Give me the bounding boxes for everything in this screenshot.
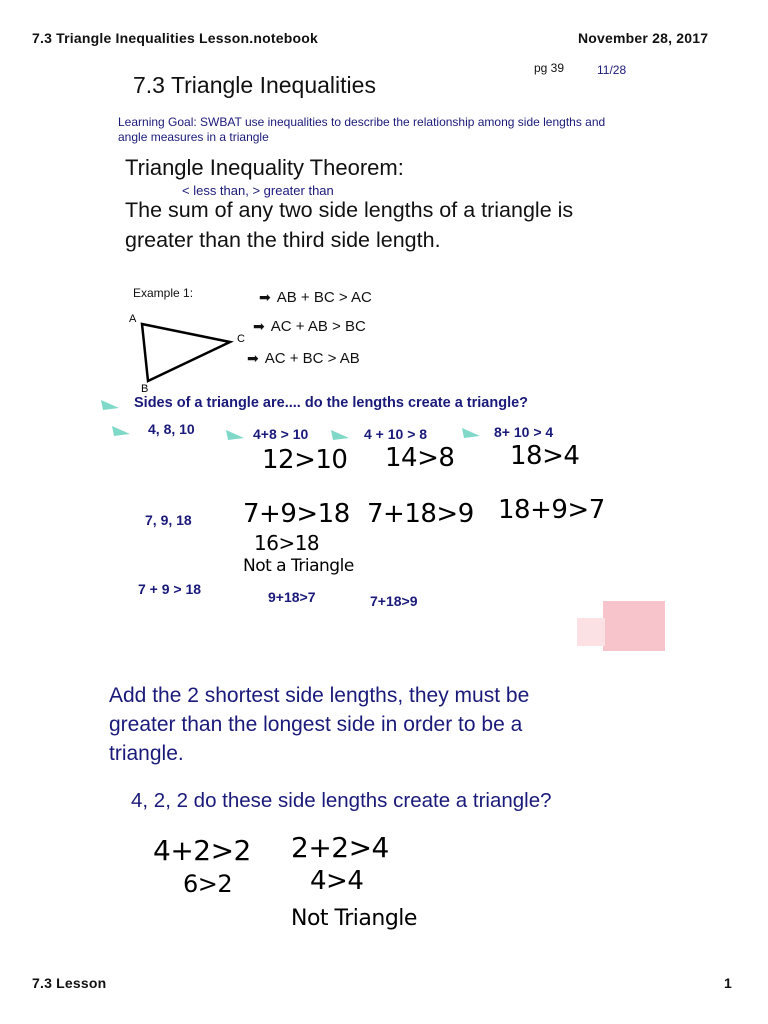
marker-triangle-icon [101, 400, 119, 410]
set3-handwritten-check-2: 2+2>4 [291, 831, 389, 864]
vertex-c-label: C [237, 333, 245, 345]
marker-triangle-icon [226, 430, 244, 440]
lesson-title: 7.3 Triangle Inequalities [133, 72, 376, 98]
set2-handwritten-result: 16>18 [254, 531, 320, 555]
set1-check-3: 8+ 10 > 4 [494, 424, 554, 440]
marker-triangle-icon [331, 430, 349, 440]
learning-goal-line1: Learning Goal: SWBAT use inequalities to describe the relationship among side lengths and [118, 115, 606, 129]
arrow-right-icon: ➡ [253, 318, 265, 334]
set1-sides: 4, 8, 10 [148, 421, 195, 437]
set1-handwritten-result-2: 14>8 [385, 443, 455, 473]
set1-check-2: 4 + 10 > 8 [364, 426, 428, 442]
question-2: 4, 2, 2 do these side lengths create a triangle? [131, 789, 552, 812]
arrow-right-icon: ➡ [247, 350, 259, 366]
triangle-diagram [120, 308, 260, 398]
rule-line2: greater than the longest side in order to be a [109, 713, 523, 736]
marker-triangle-icon [112, 426, 130, 436]
theorem-statement-line2: greater than the third side length. [125, 228, 441, 252]
footer-page-number: 1 [724, 975, 732, 991]
set2-sides: 7, 9, 18 [145, 512, 192, 528]
question-text: Sides of a triangle are.... do the lengths create a triangle? [134, 395, 529, 411]
vertex-a-label: A [129, 313, 137, 325]
set1-handwritten-result-3: 18>4 [510, 441, 580, 471]
lesson-date-note: 11/28 [597, 63, 627, 77]
example-label: Example 1: [133, 286, 194, 300]
vertex-b-label: B [141, 383, 149, 395]
marker-triangle-icon [462, 428, 480, 438]
inequality-1: ➡ AB + BC > AC [259, 289, 372, 306]
footer-label: 7.3 Lesson [32, 975, 107, 991]
rule-line3: triangle. [109, 742, 184, 765]
set1-handwritten-result-1: 12>10 [262, 445, 348, 475]
set1-check-1: 4+8 > 10 [253, 426, 309, 442]
theorem-hint: < less than, > greater than [182, 183, 334, 198]
theorem-statement-line1: The sum of any two side lengths of a triangle is [125, 198, 574, 222]
set3-handwritten-note: Not Triangle [291, 906, 417, 931]
inequality-2: ➡ AC + AB > BC [253, 318, 366, 335]
set2-check-2: 9+18>7 [268, 589, 316, 605]
arrow-right-icon: ➡ [259, 289, 271, 305]
set2-handwritten-check-2: 7+18>9 [367, 499, 474, 529]
set3-handwritten-result-1: 6>2 [183, 870, 233, 898]
set3-handwritten-result-2: 4>4 [310, 866, 364, 896]
set2-check-3: 7+18>9 [370, 593, 418, 609]
inequality-3: ➡ AC + BC > AB [247, 350, 360, 367]
set2-handwritten-note: Not a Triangle [243, 556, 354, 576]
theorem-title: Triangle Inequality Theorem: [125, 155, 404, 180]
rule-line1: Add the 2 shortest side lengths, they must be [109, 684, 530, 707]
document-date: November 28, 2017 [578, 30, 709, 46]
triangle-shape [142, 324, 230, 381]
highlight-block [603, 601, 665, 651]
learning-goal-line2: angle measures in a triangle [118, 130, 269, 144]
set2-check-1: 7 + 9 > 18 [138, 581, 202, 597]
highlight-block-edge [577, 618, 605, 646]
page-number-note: pg 39 [534, 61, 565, 75]
set3-handwritten-check-1: 4+2>2 [153, 834, 251, 867]
set2-handwritten-check-1: 7+9>18 [243, 499, 350, 529]
document-title: 7.3 Triangle Inequalities Lesson.notebook [32, 30, 318, 46]
set2-handwritten-check-3: 18+9>7 [498, 495, 605, 525]
